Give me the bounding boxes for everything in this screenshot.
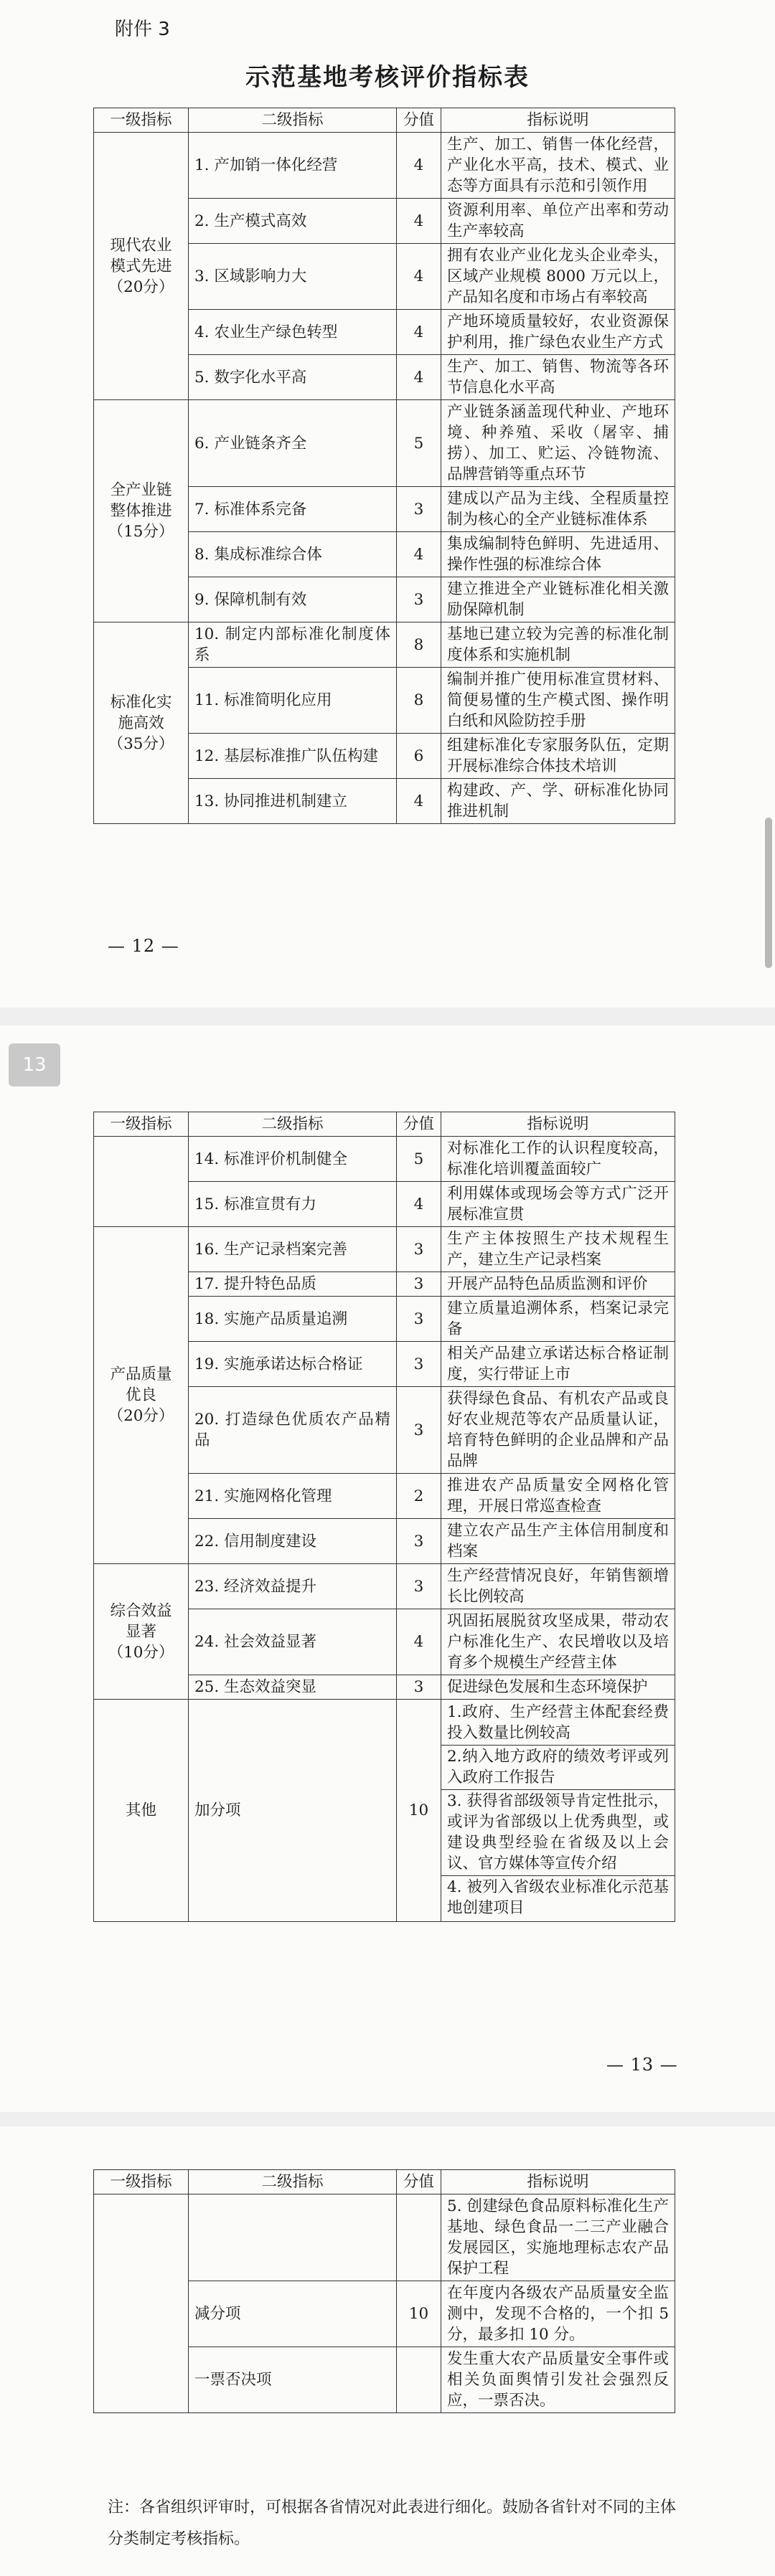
description-cell: 促进绿色发展和生态环境保护 [441,1675,675,1700]
level1-cell: 现代农业 模式先进 （20分） [94,133,189,400]
score-cell: 2 [397,1474,441,1519]
description-cell: 编制并推广使用标准宣贯材料、简便易懂的生产模式图、操作明白纸和风险防控手册 [441,668,675,734]
level2-cell: 6. 产业链条齐全 [189,400,397,487]
score-cell: 4 [397,199,441,244]
level2-cell: 加分项 [189,1700,397,1922]
evaluation-table-part-1 [93,108,675,824]
level2-cell: 5. 数字化水平高 [189,355,397,400]
description-cell: 建立质量追溯体系，档案记录完备 [441,1297,675,1342]
header-level-2: 二级指标 [189,108,397,133]
score-cell: 3 [397,577,441,622]
table-row [94,1564,675,1609]
level1-cell: 产品质量 优良 （20分） [94,1227,189,1564]
score-cell: 4 [397,779,441,824]
score-cell: 8 [397,668,441,734]
description-cell: 产地环境质量较好，农业资源保护利用，推广绿色农业生产方式 [441,310,675,355]
description-cell: 对标准化工作的认识程度较高，标准化培训覆盖面较广 [441,1137,675,1182]
bonus-line: 2.纳入地方政府的绩效考评或列入政府工作报告 [441,1746,675,1790]
score-cell: 3 [397,1342,441,1387]
level1-cell: 其他 [94,1700,189,1922]
description-cell: 建立推进全产业链标准化相关激励保障机制 [441,577,675,622]
evaluation-table-part-2 [93,1112,675,1922]
description-cell: 推进农产品质量安全网格化管理，开展日常巡查检查 [441,1474,675,1519]
level2-cell: 2. 生产模式高效 [189,199,397,244]
scrollbar-thumb[interactable] [765,818,772,968]
table-row [94,2194,675,2281]
level2-cell: 14. 标准评价机制健全 [189,1137,397,1182]
score-cell: 4 [397,532,441,577]
header-description: 指标说明 [441,1112,675,1137]
score-cell [397,2347,441,2413]
table-row [94,133,675,199]
description-cell: 组建标准化专家服务队伍，定期开展标准综合体技术培训 [441,734,675,779]
bonus-line: 4. 被列入省级农业标准化示范基地创建项目 [447,1878,669,1917]
document-page-13 [0,1026,775,2112]
page-title: 示范基地考核评价指标表 [245,63,530,92]
score-cell: 3 [397,1564,441,1609]
score-cell: 10 [397,1700,441,1922]
score-cell [397,2194,441,2281]
level2-cell: 17. 提升特色品质 [189,1272,397,1297]
level2-cell: 18. 实施产品质量追溯 [189,1297,397,1342]
level2-cell: 22. 信用制度建设 [189,1519,397,1564]
header-score: 分值 [397,1112,441,1137]
description-cell: 获得绿色食品、有机农产品或良好农业规范等农产品质量认证，培育特色鲜明的企业品牌和产品品牌 [441,1387,675,1474]
score-cell: 5 [397,400,441,487]
level2-cell: 25. 生态效益突显 [189,1675,397,1700]
header-level-1: 一级指标 [94,1112,189,1137]
header-description: 指标说明 [441,2170,675,2194]
header-description: 指标说明 [441,108,675,133]
level2-cell: 3. 区域影响力大 [189,244,397,310]
score-cell: 4 [397,1182,441,1227]
description-cell: 构建政、产、学、研标准化协同推进机制 [441,779,675,824]
table-header-row [94,2170,675,2194]
description-cell: 建立农产品生产主体信用制度和档案 [441,1519,675,1564]
level2-cell: 9. 保障机制有效 [189,577,397,622]
level2-cell: 13. 协同推进机制建立 [189,779,397,824]
level2-cell: 24. 社会效益显著 [189,1609,397,1675]
level2-cell: 20. 打造绿色优质农产品精品 [189,1387,397,1474]
score-cell: 6 [397,734,441,779]
table-row [94,1227,675,1272]
score-cell: 4 [397,133,441,199]
bonus-line: 3. 获得省部级领导肯定性批示，或评为省部级以上优秀典型，或建设典型经验在省级及以上会议、官方媒体等宣传介绍 [441,1790,675,1876]
score-cell: 4 [397,1609,441,1675]
bonus-line: 1.政府、生产经营主体配套经费投入数量比例较高 [441,1701,675,1746]
description-cell: 产业链条涵盖现代种业、产地环境、种养殖、采收（屠宰、捕捞）、加工、贮运、冷链物流、品牌营销等重点环节 [441,400,675,487]
description-cell: 集成编制特色鲜明、先进适用、操作性强的标准综合体 [441,532,675,577]
score-cell: 4 [397,244,441,310]
table-header-row [94,1112,675,1137]
level1-cell: 全产业链 整体推进 （15分） [94,400,189,622]
description-cell: 资源利用率、单位产出率和劳动生产率较高 [441,199,675,244]
table-row [94,1137,675,1182]
level2-cell: 23. 经济效益提升 [189,1564,397,1609]
header-level-2: 二级指标 [189,2170,397,2194]
document-page-12 [0,0,775,1008]
score-cell: 3 [397,1675,441,1700]
level2-cell: 4. 农业生产绿色转型 [189,310,397,355]
level1-cell [94,1137,189,1227]
description-cell: 拥有农业产业化龙头企业牵头，区域产业规模 8000 万元以上，产品知名度和市场占有率较高 [441,244,675,310]
score-cell: 8 [397,622,441,668]
description-cell: 生产经营情况良好，年销售额增长比例较高 [441,1564,675,1609]
level2-cell: 10. 制定内部标准化制度体系 [189,622,397,668]
footnote: 注：各省组织评审时，可根据各省情况对此表进行细化。鼓励各省针对不同的主体分类制定考核指标。 [108,2499,677,2548]
description-cell: 生产、加工、销售一体化经营，产业化水平高，技术、模式、业态等方面具有示范和引领作用 [441,133,675,199]
level1-cell [94,2194,189,2413]
score-cell: 3 [397,1519,441,1564]
score-cell: 4 [397,310,441,355]
level2-cell: 11. 标准简明化应用 [189,668,397,734]
level2-cell: 7. 标准体系完备 [189,487,397,532]
level2-cell: 减分项 [189,2281,397,2347]
level1-cell: 综合效益 显著 （10分） [94,1564,189,1700]
level2-cell: 8. 集成标准综合体 [189,532,397,577]
page-number: — 12 — [108,936,179,956]
description-cell: 5. 创建绿色食品原料标准化生产基地、绿色食品一二三产业融合发展园区，实施地理标志农产品保护工程 [441,2194,675,2281]
description-cell: 建成以产品为主线、全程质量控制为核心的全产业链标准体系 [441,487,675,532]
level2-cell: 12. 基层标准推广队伍构建 [189,734,397,779]
score-cell: 3 [397,1297,441,1342]
document-page-14 [0,2126,775,2576]
level2-cell: 21. 实施网格化管理 [189,1474,397,1519]
level2-cell: 19. 实施承诺达标合格证 [189,1342,397,1387]
level1-cell: 标准化实 施高效 （35分） [94,622,189,824]
table-row [94,1700,675,1922]
score-cell: 3 [397,487,441,532]
description-cell: 发生重大农产品质量安全事件或相关负面舆情引发社会强烈反应，一票否决。 [441,2347,675,2413]
level2-cell: 1. 产加销一体化经营 [189,133,397,199]
level2-cell [189,2194,397,2281]
score-cell: 10 [397,2281,441,2347]
description-cell: 生产主体按照生产技术规程生产，建立生产记录档案 [441,1227,675,1272]
page-indicator-badge[interactable]: 13 [9,1043,60,1086]
header-level-1: 一级指标 [94,108,189,133]
page-number: — 13 — [606,2055,678,2075]
level2-cell: 16. 生产记录档案完善 [189,1227,397,1272]
score-cell: 3 [397,1227,441,1272]
evaluation-table-part-3 [93,2169,675,2413]
description-cell: 基地已建立较为完善的标准化制度体系和实施机制 [441,622,675,668]
level2-cell: 15. 标准宣贯有力 [189,1182,397,1227]
table-row [94,622,675,668]
level2-cell: 一票否决项 [189,2347,397,2413]
table-header-row [94,108,675,133]
description-cell: 在年度内各级农产品质量安全监测中，发现不合格的，一个扣 5 分，最多扣 10 分。 [441,2281,675,2347]
description-cell: 相关产品建立承诺达标合格证制度，实行带证上市 [441,1342,675,1387]
header-score: 分值 [397,108,441,133]
annex-label: 附件 3 [115,19,170,40]
description-cell: 生产、加工、销售、物流等各环节信息化水平高 [441,355,675,400]
description-cell [441,1700,675,1922]
header-score: 分值 [397,2170,441,2194]
header-level-2: 二级指标 [189,1112,397,1137]
score-cell: 5 [397,1137,441,1182]
description-cell: 开展产品特色品质监测和评价 [441,1272,675,1297]
score-cell: 3 [397,1387,441,1474]
score-cell: 4 [397,355,441,400]
score-cell: 3 [397,1272,441,1297]
header-level-1: 一级指标 [94,2170,189,2194]
table-row [94,400,675,487]
description-cell: 巩固拓展脱贫攻坚成果，带动农户标准化生产、农民增收以及培育多个规模生产经营主体 [441,1609,675,1675]
description-cell: 利用媒体或现场会等方式广泛开展标准宣贯 [441,1182,675,1227]
